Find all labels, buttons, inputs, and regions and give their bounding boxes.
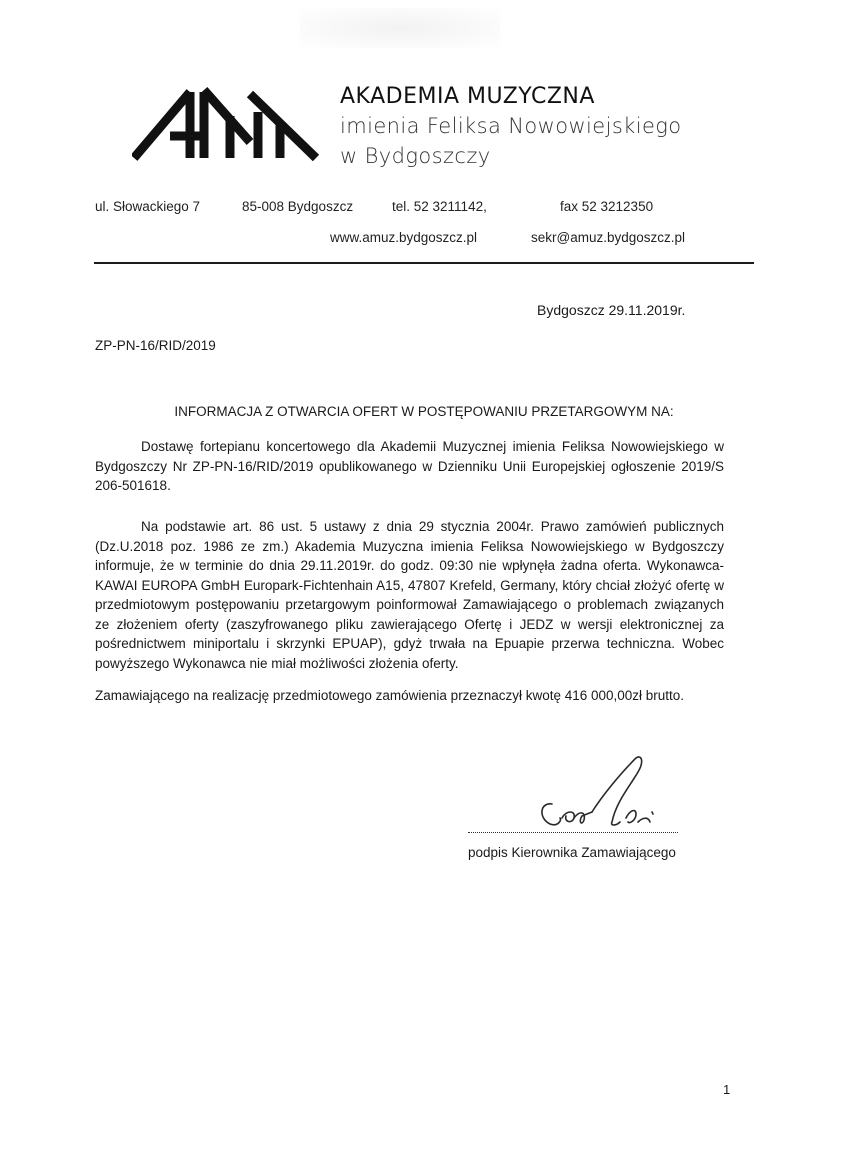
signature-label: podpis Kierownika Zamawiającego — [468, 845, 676, 860]
document-title: INFORMACJA Z OTWARCIA OFERT W POSTĘPOWANIU PRZETARGOWYM NA: — [174, 404, 674, 419]
contact-street: ul. Słowackiego 7 — [95, 199, 201, 214]
document-date: Bydgoszcz 29.11.2019r. — [537, 302, 686, 318]
paragraph-budget: Zamawiającego na realizację przedmiotowego zamówienia przeznaczył kwotę 416 000,00zł brutto. — [95, 688, 685, 703]
contact-fax: fax 52 3212350 — [560, 199, 654, 214]
header-divider — [94, 262, 754, 264]
institution-subtitle-line-1: imienia Feliksa Nowowiejskiego — [340, 114, 682, 138]
institution-name: AKADEMIA MUZYCZNA — [340, 84, 595, 109]
paragraph-legal-basis: Na podstawie art. 86 ust. 5 ustawy z dnia 29 stycznia 2004r. Prawo zamówień publicznych (Dz.U.2018 poz. 1986 ze zm.) Akademia Muzyczna imienia Feliksa Nowowiejskiego w Bydgoszczy informuje, że w terminie do dnia 29.11.2019r. do godz. 09:30 nie wpłynęła żadna oferta. Wykonawca- KAWAI EUROPA GmbH Europark-Fichtenhain A15, 47807 Krefeld, Germany, który chciał złożyć ofertę w przedmiotowym postępowaniu przetargowym poinformował Zamawiającego o problemach związanych ze złożeniem oferty (zaszyfrowanego pliku zawierającego Ofertę i JEDZ w wersji elektronicznej za pośrednictwem miniportalu i skrzynki EPUAP), gdyż trwała na Epuapie przerwa techniczna. Wobec powyższego Wykonawca nie miał możliwości złożenia oferty. — [95, 519, 724, 671]
scan-artifact — [300, 8, 500, 48]
paragraph-subject: Dostawę fortepianu koncertowego dla Akademii Muzycznej imienia Feliksa Nowowiejskiego w Bydgoszczy Nr ZP-PN-16/RID/2019 opublikowanego w Dzienniku Unii Europejskiej ogłoszenie 2019/S 206-501618. — [95, 439, 724, 493]
academy-logo-icon — [132, 84, 322, 164]
handwritten-signature-icon — [532, 752, 672, 832]
page-number: 1 — [723, 1082, 731, 1097]
document-reference: ZP-PN-16/RID/2019 — [95, 338, 216, 353]
signature-line — [468, 822, 678, 833]
institution-subtitle-line-2: w Bydgoszczy — [340, 144, 491, 168]
contact-phone: tel. 52 3211142, — [392, 199, 487, 214]
contact-email: sekr@amuz.bydgoszcz.pl — [531, 230, 686, 245]
contact-postal-city: 85-008 Bydgoszcz — [242, 199, 354, 214]
contact-website: www.amuz.bydgoszcz.pl — [330, 230, 478, 245]
